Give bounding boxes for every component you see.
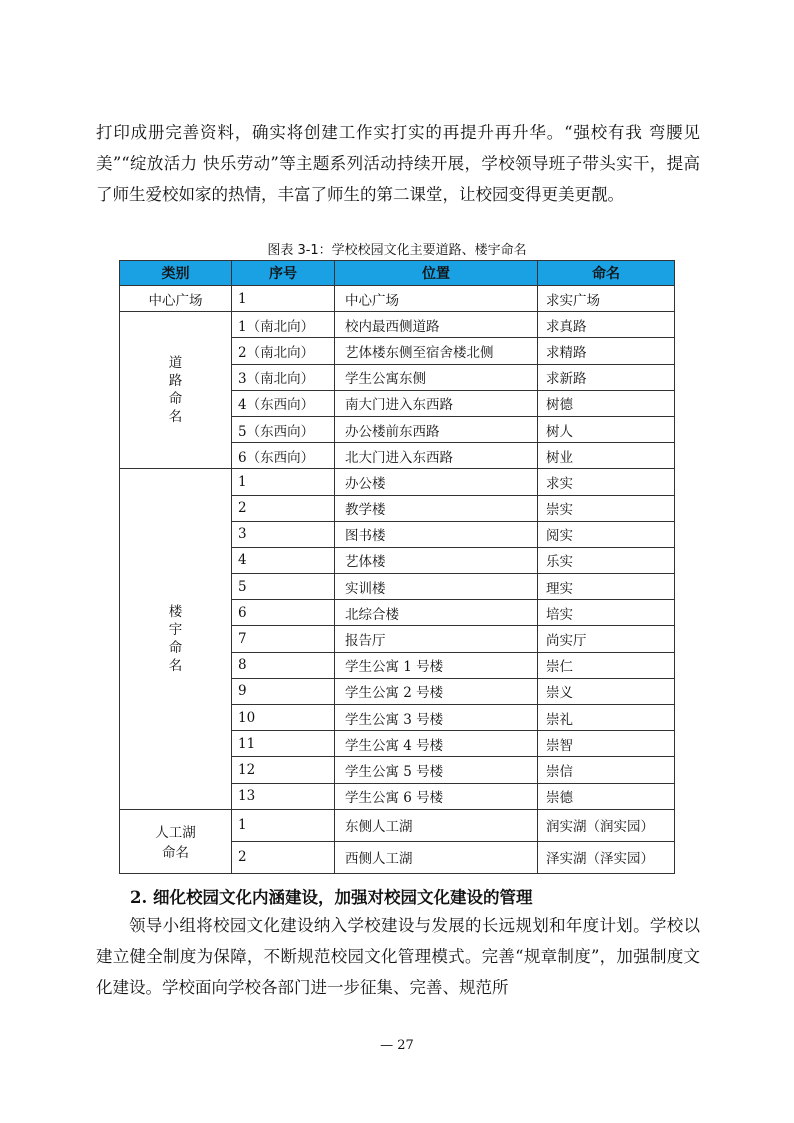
category-cell: 中心广场 [120,286,232,312]
location-cell: 学生公寓 3 号楼 [335,705,538,731]
header-category: 类别 [120,261,232,286]
name-cell: 泽实湖（泽实园） [538,841,675,873]
location-cell: 学生公寓东侧 [335,364,538,390]
category-cell-roads [120,312,232,469]
index-cell: 4 [232,547,335,573]
index-cell: 1（南北向） [232,312,335,338]
location-cell: 北综合楼 [335,600,538,626]
index-cell: 4（东西向） [232,390,335,416]
location-cell: 西侧人工湖 [335,841,538,873]
name-cell: 崇德 [538,783,675,809]
header-location: 位置 [335,261,538,286]
location-cell: 艺体楼 [335,547,538,573]
name-cell: 崇信 [538,757,675,783]
location-cell: 艺体楼东侧至宿舍楼北侧 [335,338,538,364]
table-row [120,312,675,338]
table-row [120,809,675,841]
name-cell: 崇智 [538,731,675,757]
location-cell: 图书楼 [335,521,538,547]
name-cell: 阅实 [538,521,675,547]
vertical-category-label: 道路命名 [168,355,183,426]
index-cell: 6（东西向） [232,443,335,469]
location-cell: 学生公寓 4 号楼 [335,731,538,757]
location-cell: 办公楼前东西路 [335,416,538,442]
name-cell: 求精路 [538,338,675,364]
name-cell: 树德 [538,390,675,416]
header-name: 命名 [538,261,675,286]
index-cell: 12 [232,757,335,783]
index-cell: 3 [232,521,335,547]
index-cell: 7 [232,626,335,652]
location-cell: 学生公寓 6 号楼 [335,783,538,809]
name-cell: 树人 [538,416,675,442]
category-cell-lakes [120,809,232,873]
name-cell: 崇义 [538,678,675,704]
index-cell: 8 [232,652,335,678]
page-number: — 27 [380,1038,414,1053]
section-heading: 2. 细化校园文化内涵建设，加强对校园文化建设的管理 [130,888,533,907]
vertical-category-label: 楼宇命名 [168,604,183,675]
name-cell: 乐实 [538,547,675,573]
index-cell: 3（南北向） [232,364,335,390]
body-paragraph-top: 打印成册完善资料，确实将创建工作实打实的再提升再升华。“强校有我 弯腰见美”“绽放活力 快乐劳动”等主题系列活动持续开展，学校领导班子带头实干，提高了师生爱校如家的热情，丰富了师生的第二课堂，让校园变得更美更靓。 [96,123,700,204]
index-cell: 5（东西向） [232,416,335,442]
name-cell: 求实 [538,469,675,495]
location-cell: 南大门进入东西路 [335,390,538,416]
location-cell: 教学楼 [335,495,538,521]
index-cell: 2（南北向） [232,338,335,364]
name-cell: 尚实厅 [538,626,675,652]
category-cell-buildings [120,469,232,809]
index-cell: 6 [232,600,335,626]
name-cell: 崇实 [538,495,675,521]
location-cell: 办公楼 [335,469,538,495]
index-cell: 1 [232,286,335,312]
table-row [120,469,675,495]
location-cell: 报告厅 [335,626,538,652]
name-cell: 理实 [538,574,675,600]
index-cell: 1 [232,469,335,495]
lake-category-line2: 命名 [162,845,189,862]
index-cell: 9 [232,678,335,704]
table-header-row [120,261,675,286]
name-cell: 崇仁 [538,652,675,678]
location-cell: 学生公寓 1 号楼 [335,652,538,678]
name-cell: 求实广场 [538,286,675,312]
body-paragraph-bottom: 领导小组将校园文化建设纳入学校建设与发展的长远规划和年度计划。学校以建立健全制度为保障，不断规范校园文化管理模式。完善“规章制度”，加强制度文化建设。学校面向学校各部门进一步征集、完善、规范所 [96,916,700,997]
location-cell: 学生公寓 2 号楼 [335,678,538,704]
name-cell: 润实湖（润实园） [538,809,675,841]
name-cell: 树业 [538,443,675,469]
location-cell: 实训楼 [335,574,538,600]
index-cell: 10 [232,705,335,731]
index-cell: 13 [232,783,335,809]
name-cell: 求真路 [538,312,675,338]
name-cell: 求新路 [538,364,675,390]
lake-category-line1: 人工湖 [155,825,196,842]
index-cell: 5 [232,574,335,600]
location-cell: 学生公寓 5 号楼 [335,757,538,783]
location-cell: 东侧人工湖 [335,809,538,841]
index-cell: 2 [232,841,335,873]
location-cell: 北大门进入东西路 [335,443,538,469]
index-cell: 1 [232,809,335,841]
header-index: 序号 [232,261,335,286]
table-row [120,286,675,312]
table-caption: 图表 3-1：学校校园文化主要道路、楼宇命名 [267,243,527,258]
name-cell: 崇礼 [538,705,675,731]
naming-table [119,260,675,874]
name-cell: 培实 [538,600,675,626]
index-cell: 2 [232,495,335,521]
index-cell: 11 [232,731,335,757]
location-cell: 校内最西侧道路 [335,312,538,338]
location-cell: 中心广场 [335,286,538,312]
